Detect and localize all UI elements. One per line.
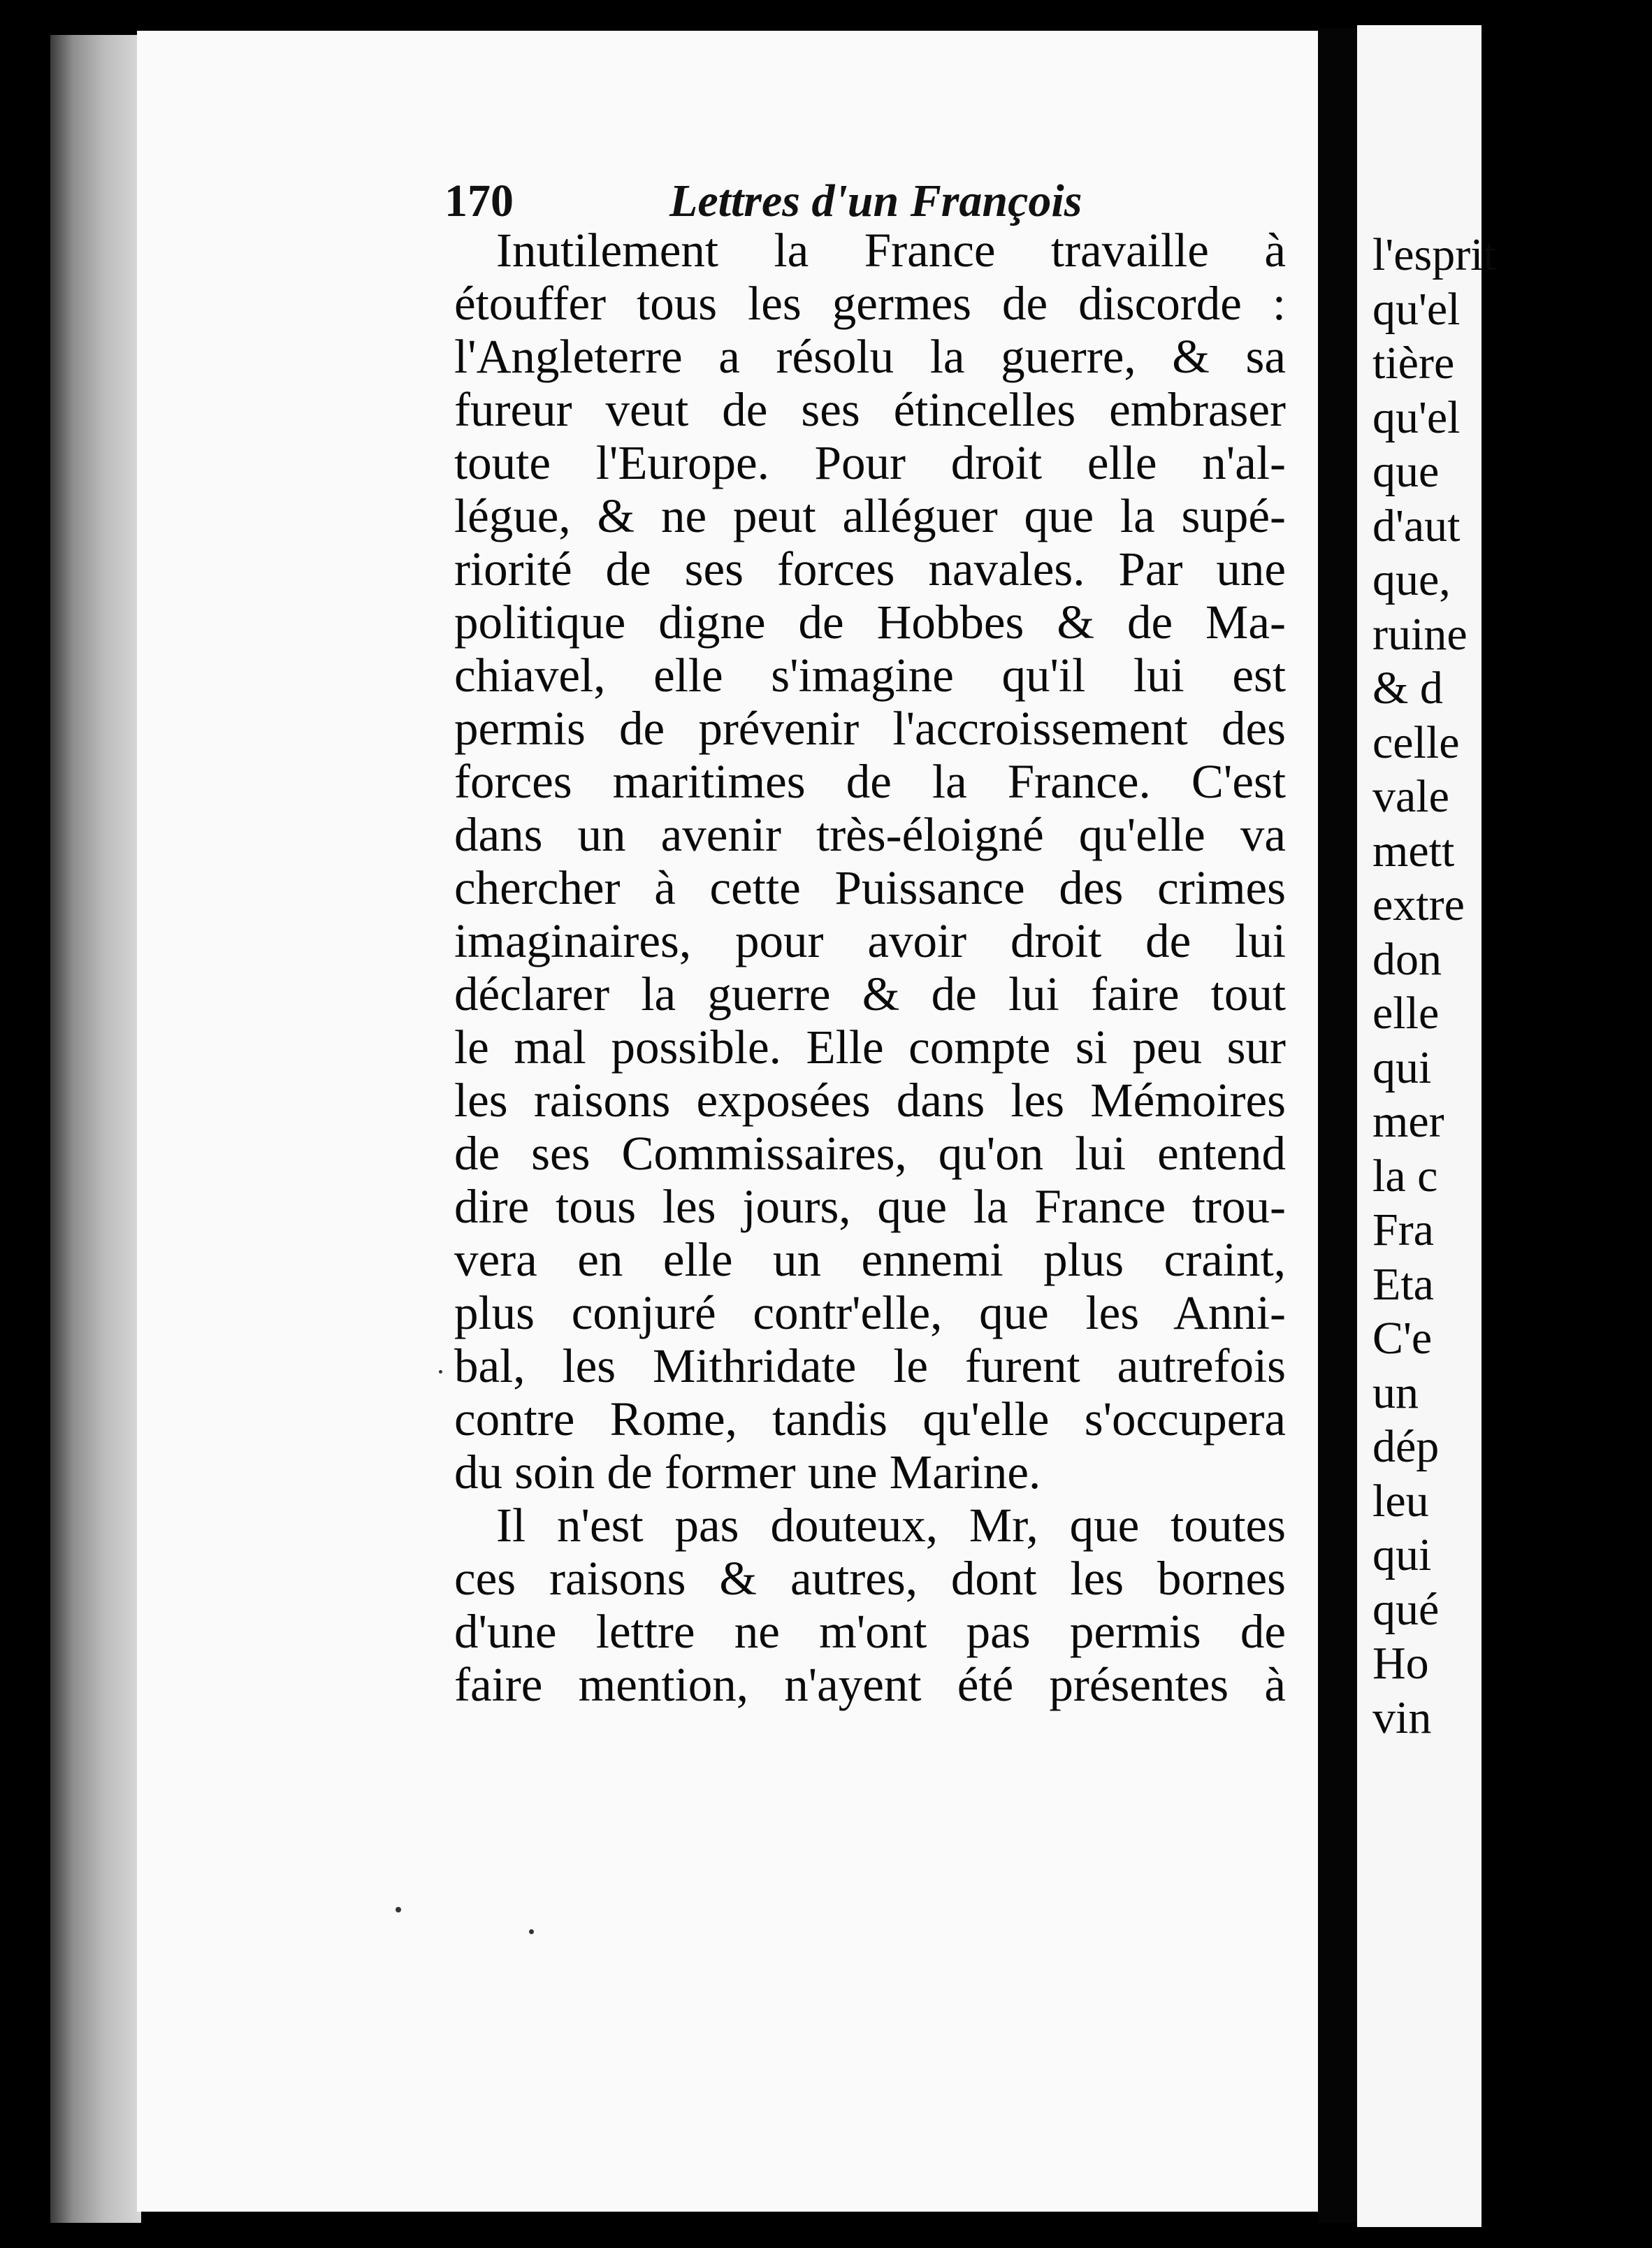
text-line: Il n'est pas douteux, Mr, que toutes [496, 1499, 1286, 1552]
right-page-line-fragment: l'esprit [1372, 229, 1496, 280]
right-page-line-fragment: qui [1372, 1529, 1432, 1580]
body-text [454, 224, 1286, 1711]
right-page-line-fragment: C'e [1372, 1313, 1433, 1364]
right-page-line-fragment: vale [1372, 771, 1449, 822]
right-page-line-fragment: que, [1372, 554, 1451, 605]
right-page-line-fragment: qu'el [1372, 391, 1461, 443]
text-line: d'une lettre ne m'ont pas permis de [454, 1605, 1286, 1658]
text-line: plus conjuré contr'elle, que les Anni- [454, 1286, 1286, 1339]
text-line: toute l'Europe. Pour droit elle n'al- [454, 436, 1286, 489]
text-line: bal, les Mithridate le furent autrefois [454, 1339, 1286, 1392]
right-page-line-fragment: & d [1372, 663, 1443, 714]
page-number: 170 [444, 175, 514, 226]
right-page-line-fragment: qui [1372, 1042, 1432, 1093]
text-line: déclarer la guerre & de lui faire tout [454, 967, 1286, 1021]
text-line: fureur veut de ses étincelles embraser [454, 383, 1286, 436]
right-page-line-fragment: ruine [1372, 608, 1468, 660]
right-page-line-fragment: la c [1372, 1150, 1438, 1202]
right-page-line-fragment: qu'el [1372, 283, 1461, 335]
text-line: légue, & ne peut alléguer que la supé- [454, 489, 1286, 542]
text-line: dans un avenir très-éloigné qu'elle va [454, 808, 1286, 861]
text-line: forces maritimes de la France. C'est [454, 755, 1286, 808]
right-page-line-fragment: extre [1372, 879, 1465, 930]
right-page-line-fragment: que [1372, 446, 1440, 497]
right-page-line-fragment: un [1372, 1367, 1419, 1418]
right-page-line-fragment: vin [1372, 1692, 1432, 1743]
right-page-line-fragment: don [1372, 933, 1442, 985]
right-page-line-fragment: leu [1372, 1475, 1429, 1527]
text-line: riorité de ses forces navales. Par une [454, 542, 1286, 596]
text-line: chercher à cette Puissance des crimes [454, 861, 1286, 914]
right-page-line-fragment: dép [1372, 1421, 1440, 1472]
text-line: contre Rome, tandis qu'elle s'occupera [454, 1392, 1286, 1446]
right-page-partial [1357, 25, 1496, 2227]
book-page-edge [50, 35, 141, 2223]
text-line: imaginaires, pour avoir droit de lui [454, 914, 1286, 967]
right-page-line-fragment: Ho [1372, 1638, 1429, 1689]
text-line: permis de prévenir l'accroissement des [454, 702, 1286, 755]
text-line: chiavel, elle s'imagine qu'il lui est [454, 649, 1286, 702]
right-page-line-fragment: mer [1372, 1096, 1444, 1147]
text-line: politique digne de Hobbes & de Ma- [454, 596, 1286, 649]
text-line: dire tous les jours, que la France trou- [454, 1180, 1286, 1233]
right-page-line-fragment: celle [1372, 716, 1460, 768]
right-page-line-fragment: tière [1372, 338, 1455, 389]
right-page-line-fragment: Eta [1372, 1258, 1434, 1310]
right-page-line-fragment: mett [1372, 825, 1455, 877]
right-page-line-fragment: d'aut [1372, 500, 1461, 552]
book-gutter [1318, 28, 1357, 2223]
right-page-line-fragment: elle [1372, 988, 1440, 1039]
text-line: de ses Commissaires, qu'on lui entend [454, 1127, 1286, 1180]
ink-speck [439, 1370, 442, 1374]
paragraph [454, 224, 1286, 1499]
text-line: étouffer tous les germes de discorde : [454, 277, 1286, 330]
text-line: faire mention, n'ayent été présentes à [454, 1658, 1286, 1711]
running-title: Lettres d'un François [669, 175, 1082, 226]
text-line: ces raisons & autres, dont les bornes [454, 1552, 1286, 1605]
text-line: les raisons exposées dans les Mémoires [454, 1074, 1286, 1127]
right-page-line-fragment: Fra [1372, 1204, 1434, 1255]
text-line: le mal possible. Elle compte si peu sur [454, 1021, 1286, 1074]
right-page-text [1372, 228, 1652, 1745]
paragraph [454, 1499, 1286, 1711]
text-line: du soin de former une Marine. [454, 1446, 1041, 1499]
text-line: l'Angleterre a résolu la guerre, & sa [454, 330, 1286, 383]
right-page-line-fragment: qué [1372, 1583, 1440, 1635]
ink-speck [396, 1907, 401, 1912]
text-line: Inutilement la France travaille à [496, 224, 1286, 277]
text-line: vera en elle un ennemi plus craint, [454, 1233, 1286, 1286]
ink-speck [529, 1929, 534, 1934]
